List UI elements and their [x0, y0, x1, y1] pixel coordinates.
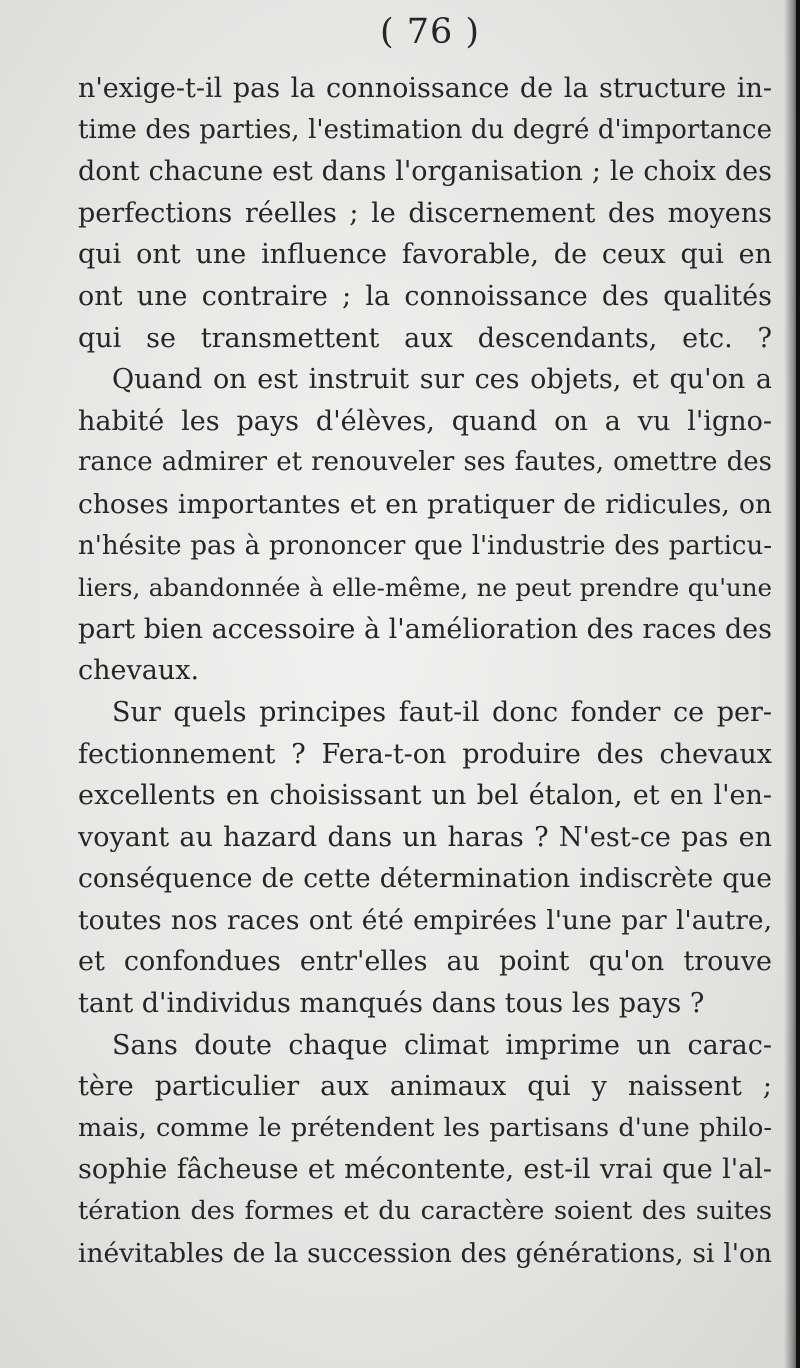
- paragraph: [78, 359, 772, 692]
- text-line: excellents en choisissant un bel étalon, et en l'en-: [78, 780, 772, 812]
- text-line: habité les pays d'élèves, quand on a vu l'igno-: [78, 405, 772, 437]
- text-line: tère particulier aux animaux qui y naissent ;: [78, 1071, 772, 1103]
- text-line: mais, comme le prétendent les partisans d'une philo-: [78, 1112, 772, 1143]
- text-line: chevaux.: [78, 655, 200, 687]
- text-line: voyant au hazard dans un haras ? N'est-ce pas en: [78, 821, 772, 853]
- text-line: inévitables de la succession des générations, si l'on: [78, 1237, 772, 1269]
- text-line: fectionnement ? Fera-t-on produire des chevaux: [78, 738, 772, 770]
- paragraph: [78, 1025, 772, 1275]
- text-line: ont une contraire ; la connoissance des qualités: [78, 280, 772, 312]
- page-number: ( 76 ): [379, 12, 481, 52]
- text-line: Sur quels principes faut-il donc fonder ce per-: [112, 696, 772, 728]
- text-line: sophie fâcheuse et mécontente, est-il vrai que l'al-: [78, 1154, 772, 1186]
- text-line: n'exige-t-il pas la connoissance de la structure in-: [78, 73, 772, 104]
- paragraph: [78, 692, 772, 1025]
- text-line: et confondues entr'elles au point qu'on trouve: [78, 946, 772, 978]
- text-line: liers, abandonnée à elle-même, ne peut prendre qu'une: [78, 573, 772, 603]
- text-line: n'hésite pas à prononcer que l'industrie des particu-: [78, 530, 772, 561]
- text-line: Quand on est instruit sur ces objets, et qu'on a: [112, 364, 772, 396]
- page-binding-edge: [784, 0, 800, 1368]
- text-line: Sans doute chaque climat imprime un carac-: [112, 1029, 772, 1061]
- text-line: qui se transmettent aux descendants, etc. ?: [78, 322, 772, 354]
- text-line: tant d'individus manqués dans tous les pays ?: [78, 988, 705, 1020]
- text-line: tération des formes et du caractère soient des suites: [78, 1196, 772, 1227]
- text-line: time des parties, l'estimation du degré d'importance: [78, 114, 772, 145]
- text-line: perfections réelles ; le discernement des moyens: [78, 197, 772, 229]
- paragraph: [78, 68, 772, 359]
- text-line: dont chacune est dans l'organisation ; le choix des: [78, 156, 772, 188]
- text-line: conséquence de cette détermination indiscrète que: [78, 863, 772, 895]
- text-line: toutes nos races ont été empirées l'une par l'autre,: [78, 904, 772, 936]
- text-line: part bien accessoire à l'amélioration des races des: [78, 613, 772, 645]
- text-line: choses importantes et en pratiquer de ridicules, on: [78, 488, 772, 520]
- text-line: rance admirer et renouveler ses fautes, omettre des: [78, 447, 772, 478]
- text-line: qui ont une influence favorable, de ceux qui en: [78, 239, 772, 271]
- body-text: [78, 68, 772, 1274]
